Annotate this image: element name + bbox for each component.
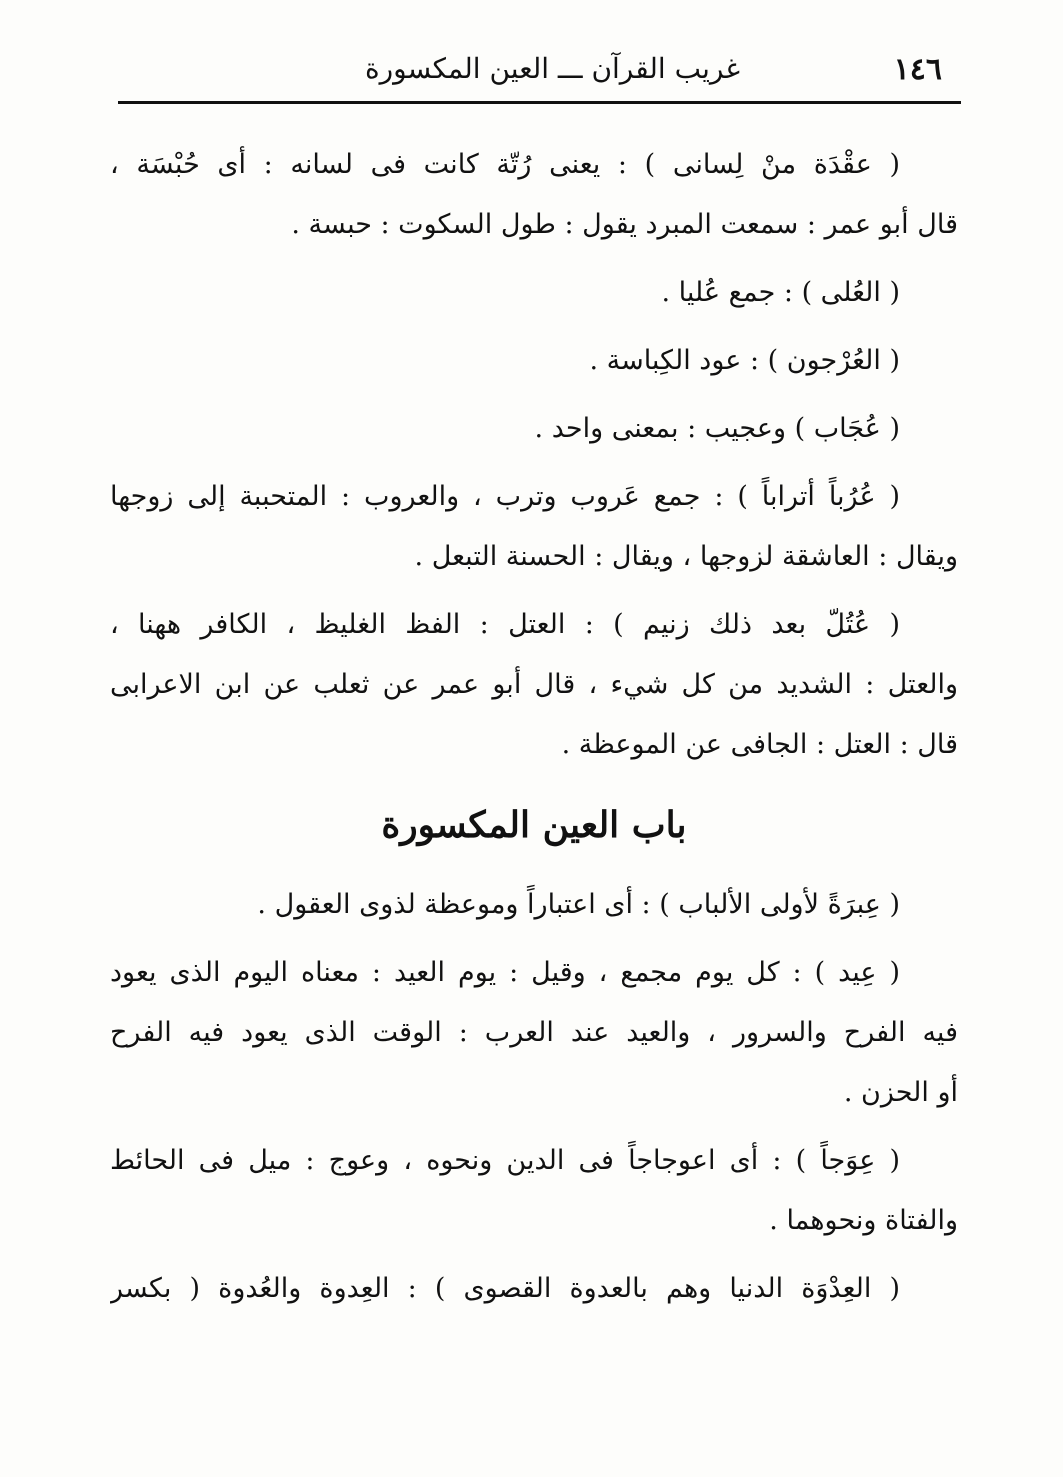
entry-line: أو الحزن . — [843, 1077, 958, 1108]
entry-line: ويقال : العاشقة لزوجها ، ويقال : الحسنة التبعل . — [414, 541, 958, 572]
entry-uqdah — [110, 135, 958, 255]
entry-line: ( عِوَجاً ) : أى اعوجاجاً فى الدين ونحوه ، وعوج : ميل فى الحائط — [110, 1145, 900, 1176]
entry-urjun — [110, 331, 958, 391]
entry-line: ( العُرْجون ) : عود الكِباسة . — [589, 345, 900, 376]
running-title: غريب القرآن ـــ العين المكسورة — [364, 52, 740, 85]
entry-line: ( عُتُلّ بعد ذلك زنيم ) : العتل : الفظ الغليظ ، الكافر ههنا ، — [110, 609, 900, 640]
entry-uruban — [110, 467, 958, 587]
entry-line: ( عِيد ) : كل يوم مجمع ، وقيل : يوم العيد : معناه اليوم الذى يعود — [110, 957, 900, 988]
entry-ibrah — [110, 875, 958, 935]
entry-line: قال : العتل : الجافى عن الموعظة . — [561, 729, 958, 760]
page-body — [110, 135, 958, 1319]
entry-ula — [110, 263, 958, 323]
entry-line: ( العُلى ) : جمع عُليا . — [661, 277, 900, 308]
entry-utul — [110, 595, 958, 775]
page-header — [118, 46, 960, 102]
page-number: ١٤٦ — [893, 52, 942, 87]
entry-ujab — [110, 399, 958, 459]
entry-line: ( عُرُباً أتراباً ) : جمع عَروب وترب ، والعروب : المتحببة إلى زوجها — [110, 481, 900, 512]
entry-iwaj — [110, 1131, 958, 1251]
section-title: باب العين المكسورة — [381, 804, 687, 846]
entry-line: والعتل : الشديد من كل شيء ، قال أبو عمر عن ثعلب عن ابن الاعرابى — [110, 669, 958, 700]
entry-line: ( عِبرَةً لأولى الألباب ) : أى اعتباراً وموعظة لذوى العقول . — [257, 889, 900, 920]
entry-id — [110, 943, 958, 1123]
entry-line: ( عُجَاب ) وعجيب : بمعنى واحد . — [534, 413, 900, 444]
entry-line: فيه الفرح والسرور ، والعيد عند العرب : الوقت الذى يعود فيه الفرح — [110, 1017, 958, 1048]
entry-idwah — [110, 1259, 958, 1319]
entry-line: ( العِدْوَة الدنيا وهم بالعدوة القصوى ) : العِدوة والعُدوة ( بكسر — [110, 1273, 900, 1304]
entry-line: قال أبو عمر : سمعت المبرد يقول : طول السكوت : حبسة . — [291, 209, 958, 240]
entry-line: ( عقْدَة منْ لِسانى ) : يعنى رُتّة كانت فى لسانه : أى حُبْسَة ، — [110, 149, 900, 180]
entry-line: والفتاة ونحوهما . — [769, 1205, 958, 1236]
header-rule — [118, 101, 961, 104]
